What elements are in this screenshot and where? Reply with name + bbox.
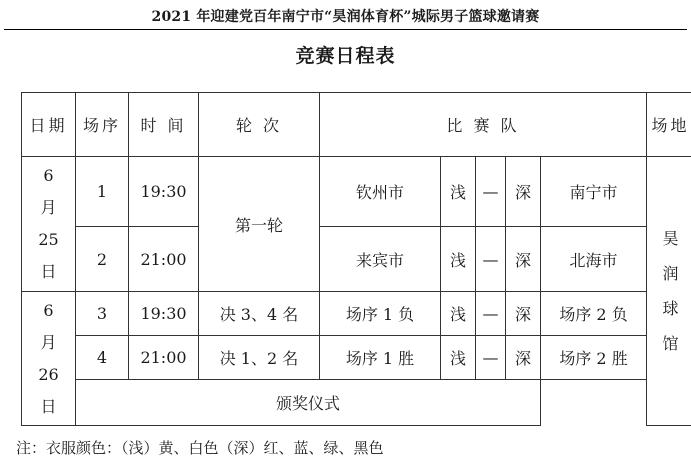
round-cell: 决 1、2 名 — [199, 336, 320, 380]
venue-cell — [647, 157, 691, 426]
time-cell: 19:30 — [129, 157, 199, 227]
header-seq: 场序 — [76, 93, 129, 157]
table-row — [22, 380, 691, 426]
seq-cell: 4 — [76, 336, 129, 380]
date-text: 日 — [40, 396, 57, 416]
table-row — [22, 157, 691, 227]
team-b-cell: 场序 2 负 — [541, 292, 647, 336]
time-cell: 21:00 — [129, 336, 199, 380]
table-row — [22, 292, 691, 336]
table-row — [22, 227, 691, 292]
light-cell: 浅 — [441, 157, 476, 227]
venue-text: 昊 — [662, 229, 679, 248]
date-text: 25 — [38, 230, 59, 249]
venue-text: 馆 — [662, 334, 679, 353]
header-time: 时 间 — [129, 93, 199, 157]
date-text: 月 — [40, 198, 57, 217]
ceremony-cell: 颁奖仪式 — [76, 380, 541, 426]
schedule-table — [21, 92, 691, 426]
date-text: 6 — [43, 300, 54, 320]
dark-cell: 深 — [506, 157, 541, 227]
team-b-cell: 北海市 — [541, 227, 647, 292]
round-cell: 第一轮 — [199, 157, 320, 292]
header-teams: 比 赛 队 — [320, 93, 647, 157]
date-text: 6 — [43, 166, 54, 185]
date-cell-1 — [22, 157, 76, 292]
team-a-cell: 钦州市 — [320, 157, 441, 227]
date-cell-2 — [22, 292, 76, 426]
header-round: 轮 次 — [199, 93, 320, 157]
venue-text: 球 — [662, 299, 679, 318]
seq-cell: 1 — [76, 157, 129, 227]
document-title: 竞赛日程表 — [295, 45, 396, 67]
date-text: 月 — [40, 332, 57, 352]
dark-cell: 深 — [506, 292, 541, 336]
table-row — [22, 336, 691, 380]
header-venue: 场地 — [647, 93, 691, 157]
dash-cell: — — [476, 227, 506, 292]
dark-cell: 深 — [506, 227, 541, 292]
team-b-cell: 场序 2 胜 — [541, 336, 647, 380]
light-cell: 浅 — [441, 336, 476, 380]
header-date: 日期 — [22, 93, 76, 157]
seq-cell: 3 — [76, 292, 129, 336]
venue-text: 润 — [662, 264, 679, 283]
light-cell: 浅 — [441, 227, 476, 292]
header-divider — [4, 29, 687, 30]
seq-cell: 2 — [76, 227, 129, 292]
dark-cell: 深 — [506, 336, 541, 380]
date-text: 26 — [38, 364, 59, 384]
light-cell: 浅 — [441, 292, 476, 336]
team-a-cell: 场序 1 胜 — [320, 336, 441, 380]
event-title: 2021 年迎建党百年南宁市“昊润体育杯”城际男子篮球邀请赛 — [151, 9, 540, 25]
dash-cell: — — [476, 336, 506, 380]
time-cell: 19:30 — [129, 292, 199, 336]
team-b-cell: 南宁市 — [541, 157, 647, 227]
note-text: 注：衣服颜色：（浅）黄、白色（深）红、蓝、绿、黑色 — [16, 439, 384, 457]
dash-cell: — — [476, 292, 506, 336]
dash-cell: — — [476, 157, 506, 227]
header — [0, 0, 691, 28]
team-a-cell: 场序 1 负 — [320, 292, 441, 336]
round-cell: 决 3、4 名 — [199, 292, 320, 336]
team-a-cell: 来宾市 — [320, 227, 441, 292]
time-cell: 21:00 — [129, 227, 199, 292]
header-row — [22, 93, 691, 157]
date-text: 日 — [40, 262, 57, 281]
